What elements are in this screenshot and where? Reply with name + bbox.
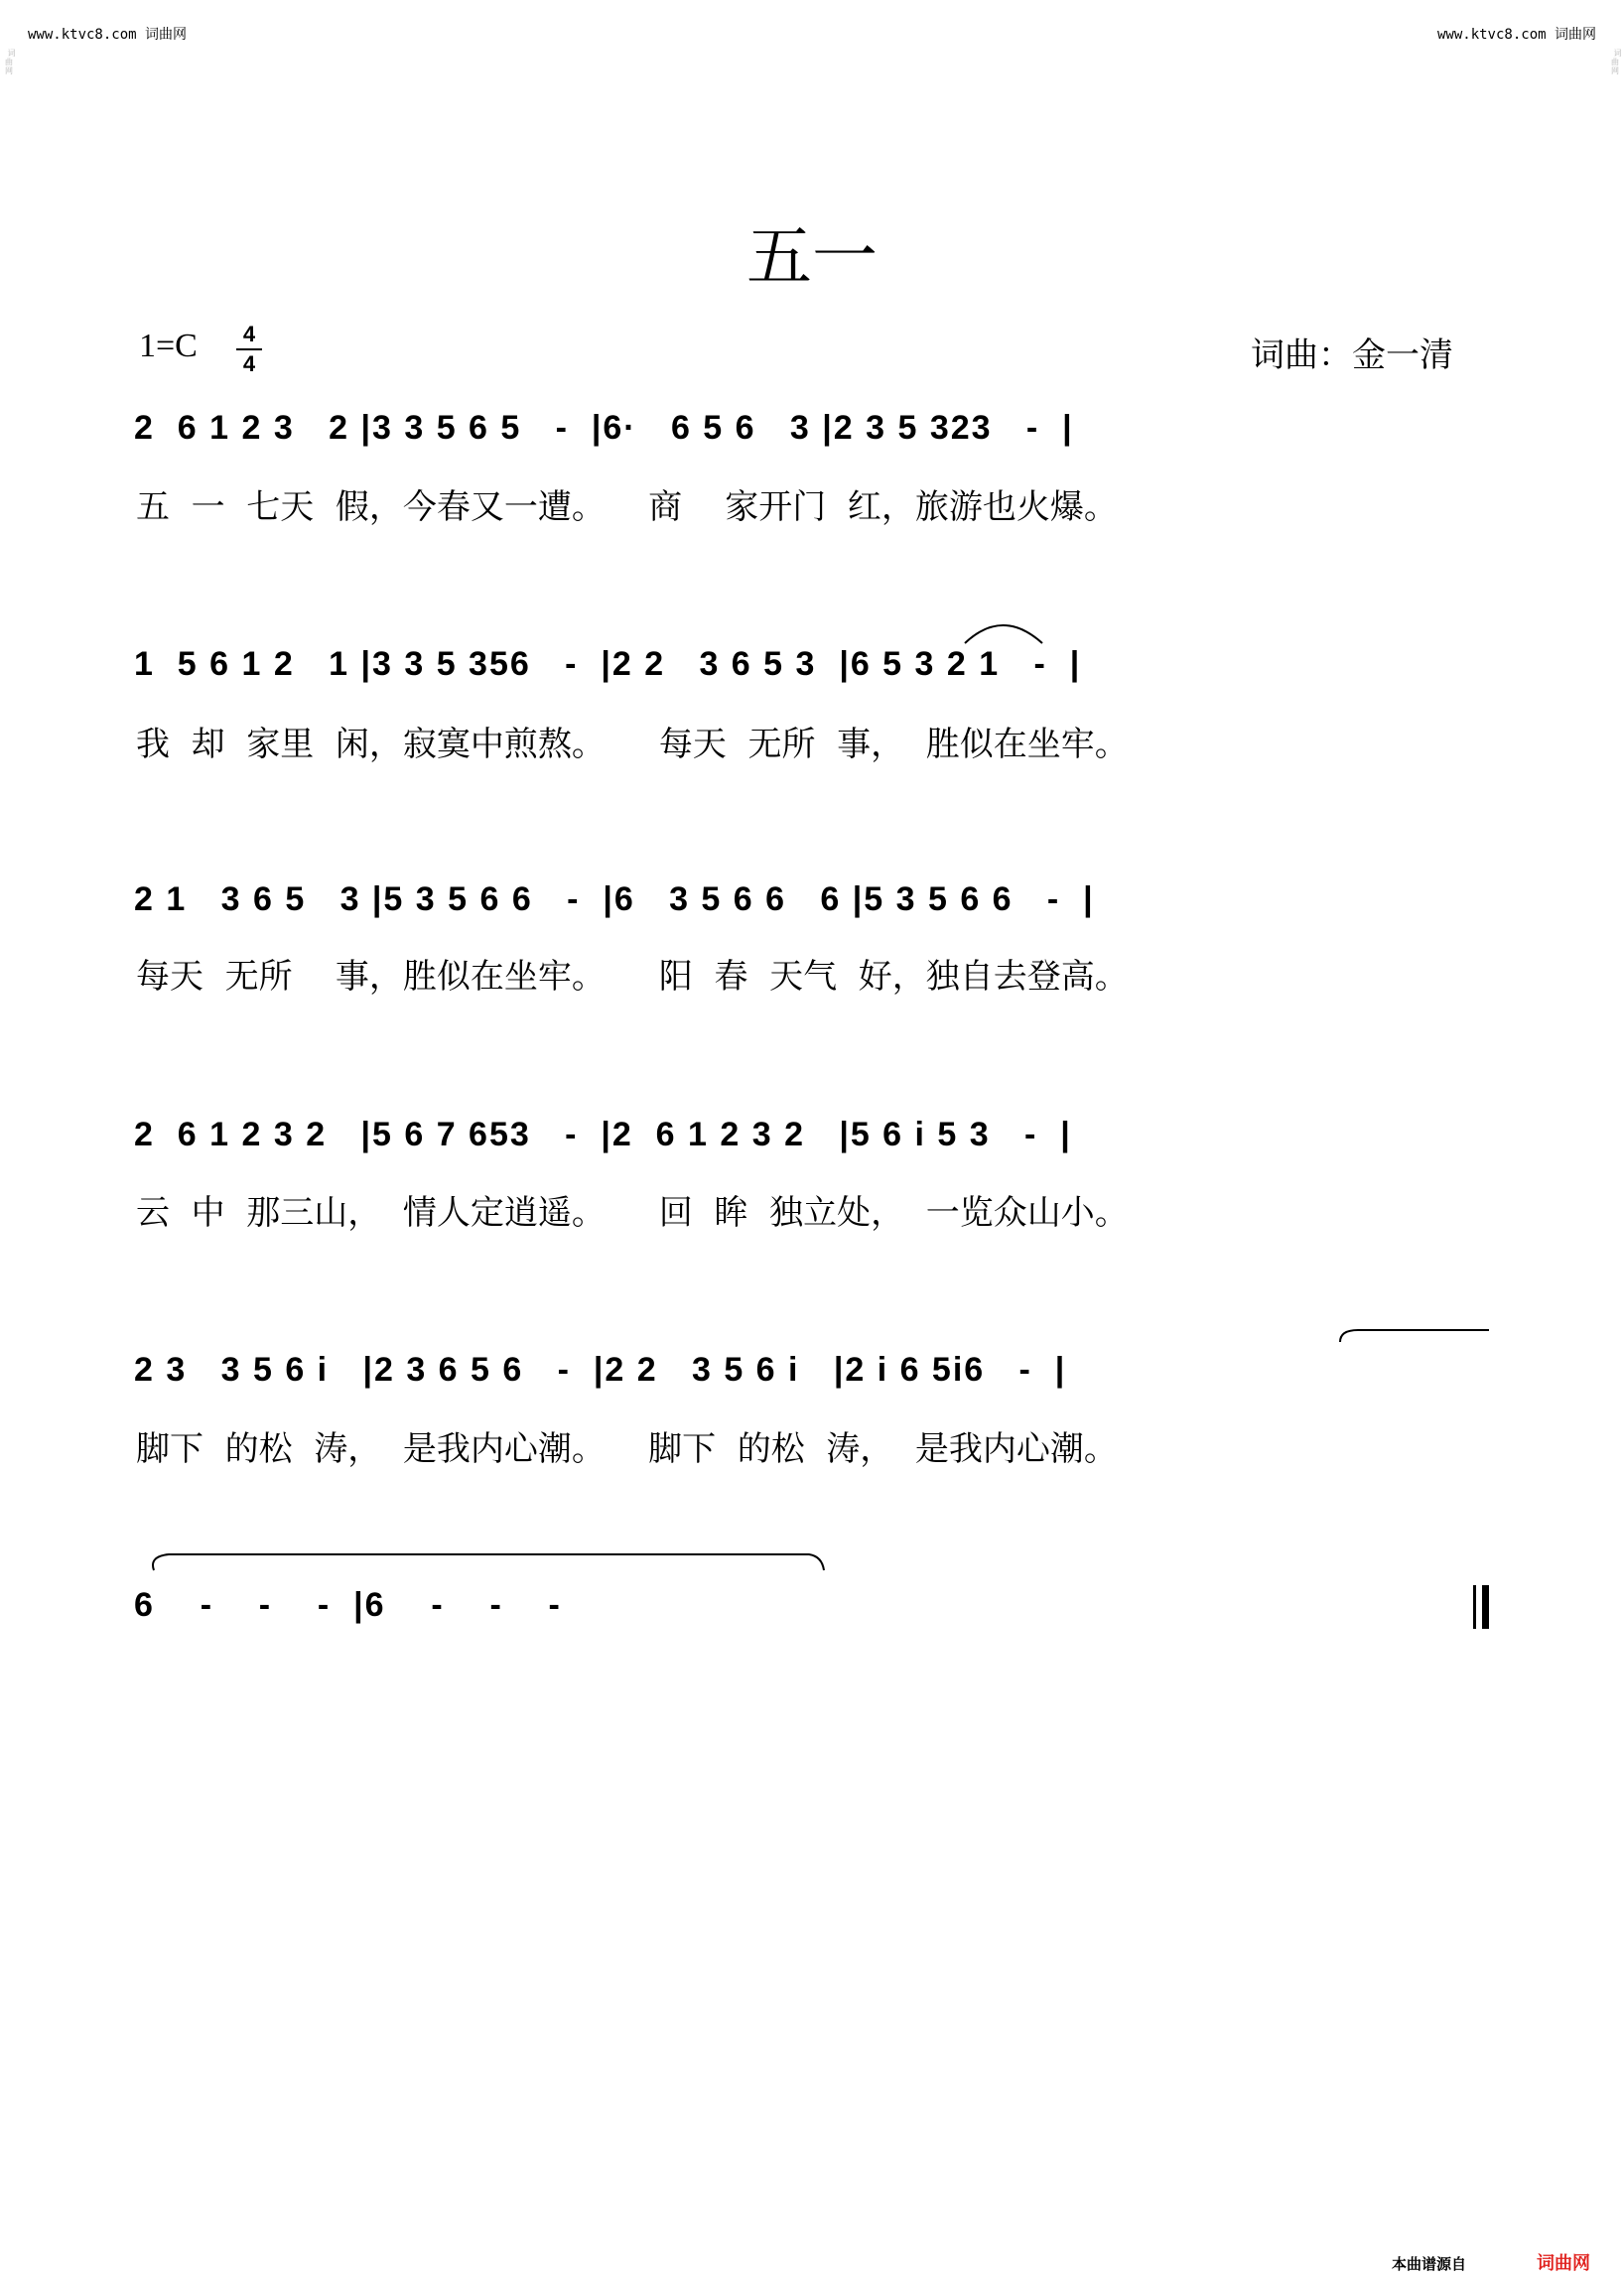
site-url-right: www.ktvc8.com 词曲网	[1436, 27, 1596, 43]
notation-row-5: 2 3 3 5 6 i |2 3 6 5 6 - |2 2 3 5 6 i |2 i 6 5i6 - |	[134, 1351, 1067, 1389]
key-signature: 1=C	[139, 328, 198, 364]
side-watermark-text: 词曲网	[1611, 49, 1622, 75]
site-url-left: www.ktvc8.com 词曲网	[28, 27, 188, 43]
notation-row-3: 2 1 3 6 5 3 |5 3 5 6 6 - |6 3 5 6 6 6 |5 3 5 6 6 - |	[134, 880, 1095, 918]
lyrics-row-4: 云 中 那三山， 情人定逍遥。 回 眸 独立处， 一览众山小。	[136, 1193, 1129, 1233]
notation-row-2: 1 5 6 1 2 1 |3 3 5 356 - |2 2 3 6 5 3 |6 5 3 2 1 - |	[134, 645, 1082, 683]
time-sig-top: 4	[242, 322, 256, 346]
notation-row-1: 2 6 1 2 3 2 |3 3 5 6 5 - |6· 6 5 6 3 |2 3 5 323 - |	[134, 409, 1074, 447]
lyrics-row-2: 我 却 家里 闲，寂寞中煎熬。 每天 无所 事， 胜似在坐牢。	[136, 725, 1129, 764]
time-sig-bottom: 4	[242, 351, 256, 376]
final-barline-thin	[1473, 1585, 1476, 1629]
lyrics-row-5: 脚下 的松 涛， 是我内心潮。 脚下 的松 涛， 是我内心潮。	[136, 1429, 1118, 1469]
song-title: 五一	[746, 218, 878, 295]
side-watermark-text: 词曲网	[5, 49, 16, 75]
notation-row-4: 2 6 1 2 3 2 |5 6 7 653 - |2 6 1 2 3 2 |5 6 i 5 3 - |	[134, 1116, 1072, 1153]
source-site[interactable]: 词曲网	[1537, 2253, 1590, 2274]
lyrics-row-1: 五 一 七天 假，今春又一遭。 商 家开门 红，旅游也火爆。	[136, 487, 1118, 527]
final-barline-thick	[1482, 1585, 1489, 1629]
tie-arc	[153, 1554, 824, 1570]
lyrics-row-3: 每天 无所 事，胜似在坐牢。 阳 春 天气 好，独自去登高。	[136, 957, 1129, 997]
author-credit: 词曲：金一清	[1251, 335, 1453, 375]
source-label: 本曲谱源自	[1392, 2255, 1467, 2273]
tie-arc	[1340, 1330, 1489, 1342]
slur-arc	[965, 625, 1042, 643]
notation-row-6: 6 - - - |6 - - -	[134, 1586, 585, 1624]
